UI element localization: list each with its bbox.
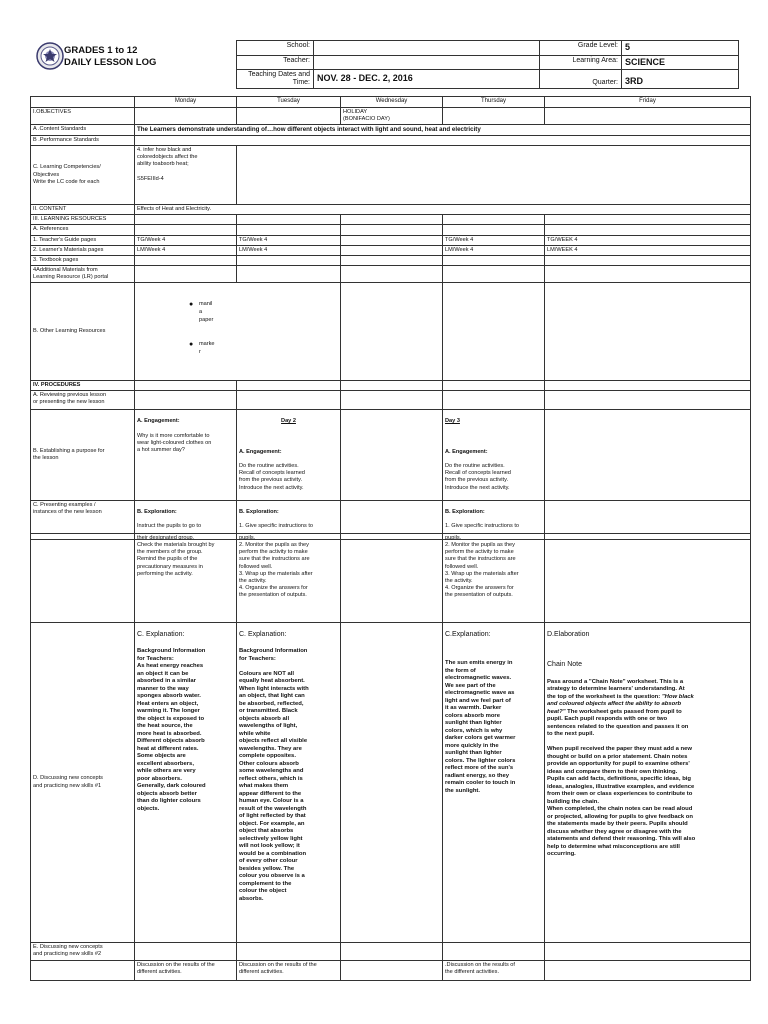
- lm-friday: LM/WEEK 4: [545, 245, 751, 255]
- lm-monday: LM/Week 4: [135, 245, 237, 255]
- school-field[interactable]: [314, 41, 540, 56]
- teacher-label: Teacher:: [237, 55, 314, 70]
- content-text: Effects of Heat and Electricity.: [135, 205, 751, 215]
- engagement-heading-monday: A. Engagement:: [137, 418, 180, 425]
- day-header-wednesday: Wednesday: [341, 97, 443, 108]
- teaching-dates-value[interactable]: NOV. 28 - DEC. 2, 2016: [314, 70, 540, 89]
- list-item: ● manil a paper: [199, 300, 338, 325]
- row-label-discussing-1: D. Discussing new concepts and practicing new skills #1: [31, 623, 135, 943]
- tg-friday: TG/WEEK 4: [545, 235, 751, 245]
- explanation-text-thursday: The sun emits energy in the form of electromagnetic waves. We see part of the electromagnetic wave as light and we feel part of it as warmth. Darker colors absorb more sunlight than lighter colors, which is why darker colors get warmer more quickly in the sunlight than lighter colors. The lighter colors reflect more of the sun's radiant energy, so they remain cooler to touch in the sunlight.: [445, 660, 516, 794]
- corner-cell: [31, 97, 135, 108]
- row-label-objectives: I.OBJECTIVES: [31, 107, 135, 124]
- day-2-heading: Day 2: [281, 418, 296, 425]
- row-label-learners-materials: 2. Learner's Materials pages: [31, 245, 135, 255]
- exploration-text-monday: Instruct the pupils to go to: [137, 523, 202, 530]
- engagement-text-monday: Why is it more comfortable to wear light-coloured clothes on a hot summer day?: [137, 432, 212, 453]
- engagement-heading-thursday: A. Engagement:: [445, 448, 488, 455]
- elaboration-text-2: The worksheet gets passed from pupil to pupil. Each pupil responds with one or two sentences related to the question and passes it on to the next pupil. When pupil received the paper they must add a new thought or build on a prior statement. Chain notes provide an opportunity for pupil to examine others' ideas and compare them to their own thinking. Pupils can add facts, definitions, specific ideas, big ideas, analogies, illustrative examples, and evidence from their own or class experiences to contribute to building the chain. When completed, the chain notes can be read aloud or projected, allowing for pupils to give feedback on the statements made by their peers. Pupils should discuss whether they agree or disagree with the statements and defend their reasoning. This will also help to determine what misconceptions are still occurring.: [547, 708, 696, 858]
- content-standards-text: The Learners demonstrate understanding of…how different objects interact with light and sound, heat and electricity: [135, 124, 751, 135]
- header-table: [236, 40, 739, 89]
- tg-thursday: TG/Week 4: [443, 235, 545, 245]
- exploration-heading-monday: B. Exploration:: [137, 509, 177, 516]
- exploration-text-tuesday: 1. Give specific instructions to: [239, 523, 313, 530]
- deped-seal-icon: [36, 42, 64, 70]
- row-label-learning-resources: III. LEARNING RESOURCES: [31, 215, 135, 225]
- tg-tuesday: TG/Week 4: [237, 235, 341, 245]
- holiday-note: HOLIDAY (BONIFACIO DAY): [341, 107, 443, 124]
- exploration-cont-tuesday: pupils. 2. Monitor the pupils as they perform the activity to make sure that the instructions are followed well. 3. Wrap up the materials after the activity. 4. Organize the answers for the presentation of outputs.: [237, 534, 341, 623]
- engagement-text-tuesday: Do the routine activities. Recall of concepts learned from the previous activity. Introduce the next activity.: [239, 463, 305, 491]
- row-label-procedures: IV. PROCEDURES: [31, 381, 135, 391]
- row-label-review: A. Reviewing previous lesson or presenting the new lesson: [31, 391, 135, 410]
- learning-area-label: Learning Area:: [540, 55, 622, 70]
- explanation-text-monday: Background Information for Teachers: As heat energy reaches an object it can be absorbed in a similar manner to the way sponges absorb water. Heat enters an object, warming it. The longer the object is exposed to the heat source, the more heat is absorbed. Different objects absorb heat at different rates. Some objects are excellent absorbers, while others are very poor absorbers. Generally, dark coloured objects absorb better than do lighter colours objects.: [137, 648, 206, 812]
- other-resources-list: [137, 292, 338, 371]
- explanation-heading-thursday: C.Explanation:: [445, 631, 491, 639]
- competencies-text: 4. infer how black and coloredobjects affect the ability toabsorb heat; S5FEIIId-4: [135, 146, 237, 205]
- elaboration-text: [547, 679, 748, 859]
- row-label-content: II. CONTENT: [31, 205, 135, 215]
- row-label-performance-standards: B .Performance Standards: [31, 135, 135, 145]
- lesson-log-table-page1: [30, 96, 751, 540]
- exploration-cont-thursday: pupils. 2. Monitor the pupils as they perform the activity to make sure that the instructions are followed well. 3. Wrap up the materials after the activity. 4. Organize the answers for the presentation of outputs.: [443, 534, 545, 623]
- row-label-purpose: B. Establishing a purpose for the lesson: [31, 410, 135, 501]
- tg-monday: TG/Week 4: [135, 235, 237, 245]
- elaboration-text-1: Pass around a "Chain Note" worksheet. This is a strategy to determine learners' understanding. At the top of the worksheet is the question:: [547, 678, 685, 700]
- row-label-other-resources: B. Other Learning Resources: [31, 283, 135, 381]
- teacher-field[interactable]: [314, 55, 540, 70]
- row-label-content-standards: A .Content Standards: [31, 124, 135, 135]
- discussion-results-thursday: .Discussion on the results of the different activities.: [443, 961, 545, 981]
- learning-area-value[interactable]: SCIENCE: [622, 55, 739, 70]
- grade-level-label: Grade Level:: [540, 41, 622, 56]
- engagement-text-thursday: Do the routine activities. Recall of concepts learned from the previous activity. Introduce the next activity.: [445, 463, 511, 491]
- chain-note-heading: Chain Note: [547, 661, 583, 669]
- explanation-heading-monday: C. Explanation:: [137, 631, 185, 639]
- day-header-friday: Friday: [545, 97, 751, 108]
- school-label: School:: [237, 41, 314, 56]
- row-label-additional-materials: 4Additional Materials from Learning Resource (LR) portal: [31, 266, 135, 283]
- list-item: ● marke r: [199, 340, 338, 357]
- explanation-text-tuesday: Background Information for Teachers: Colours are NOT all equally heat absorbent. When light interacts with an object, that light can be absorbed, reflected, or transmitted. Black objects absorb all wavelengths of light, while white objects reflect all visible wavelengths. They are complete opposites. Other colours absorb some wavelengths and reflect others, which is what makes them appear different to the human eye. Colour is a result of the wavelength of light reflected by that object. For example, an object that absorbs selectively yellow light will not look yellow; it would be a combination of every other colour besides yellow. The colour you observe is a complement to the colour the object absorbs.: [239, 648, 309, 902]
- lm-thursday: LM/Week 4: [443, 245, 545, 255]
- row-label-discussing-2: E. Discussing new concepts and practicing new skills #2: [31, 943, 135, 961]
- lm-tuesday: LM/Week 4: [237, 245, 341, 255]
- teaching-dates-label: Teaching Dates and Time:: [237, 70, 314, 89]
- row-label-examples: C. Presenting examples / instances of the new lesson: [31, 500, 135, 539]
- exploration-cont-monday: their designated group. Check the materials brought by the members of the group. Remind the pupils of the precautionary measures in performing the activity.: [135, 534, 237, 623]
- row-label-textbook: 3. Textbook pages: [31, 255, 135, 265]
- explanation-heading-tuesday: C. Explanation:: [239, 631, 287, 639]
- grade-level-value[interactable]: 5: [622, 41, 739, 56]
- elaboration-heading: D.Elaboration: [547, 631, 590, 639]
- day-header-tuesday: Tuesday: [237, 97, 341, 108]
- quarter-label: Quarter:: [540, 70, 622, 89]
- row-label-competencies: C. Learning Competencies/ Objectives Write the LC code for each: [31, 146, 135, 205]
- page-title: GRADES 1 to 12 DAILY LESSON LOG: [64, 45, 157, 69]
- lesson-log-table-page2: [30, 533, 751, 981]
- engagement-heading-tuesday: A. Engagement:: [239, 448, 282, 455]
- exploration-text-thursday: 1. Give specific instructions to: [445, 523, 519, 530]
- row-label-references: A. References: [31, 225, 135, 235]
- exploration-heading-tuesday: B. Exploration:: [239, 509, 279, 516]
- discussion-results-tuesday: Discussion on the results of the different activities.: [237, 961, 341, 981]
- quarter-value[interactable]: 3RD: [622, 70, 739, 89]
- row-label-teachers-guide: 1. Teacher's Guide pages: [31, 235, 135, 245]
- discussion-results-monday: Discussion on the results of the different activities.: [135, 961, 237, 981]
- day-3-heading: Day 3: [445, 418, 460, 425]
- elaboration-question: "How black and coloured objects affect the ability to absorb heat?": [547, 693, 694, 715]
- day-header-monday: Monday: [135, 97, 237, 108]
- exploration-heading-thursday: B. Exploration:: [445, 509, 485, 516]
- day-header-thursday: Thursday: [443, 97, 545, 108]
